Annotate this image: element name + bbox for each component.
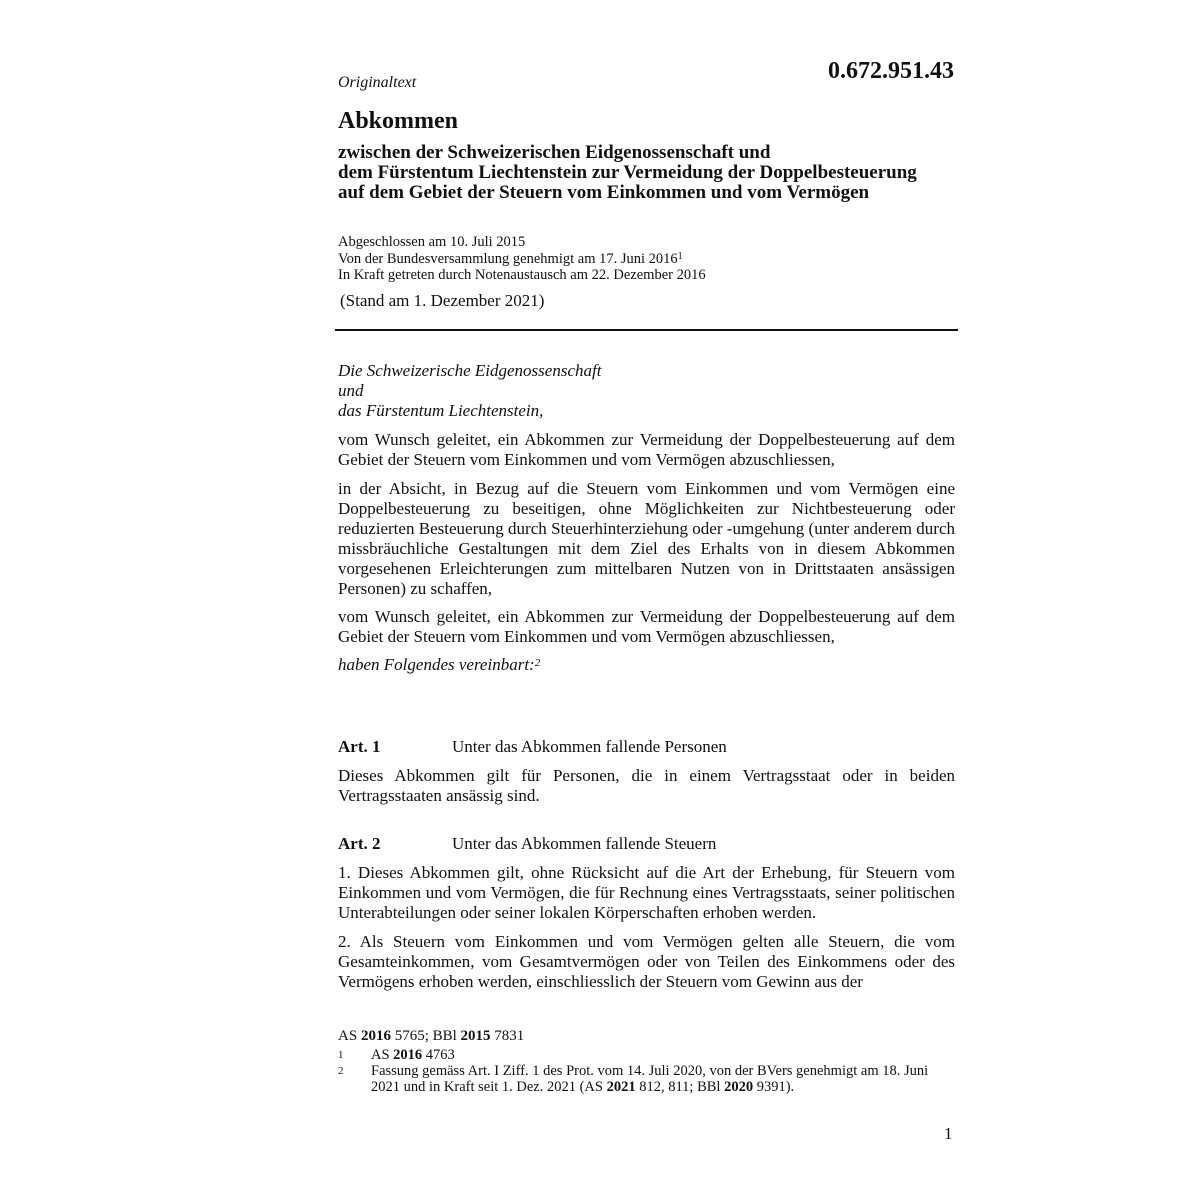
article-heading bbox=[338, 834, 716, 854]
preamble-parties bbox=[338, 361, 955, 421]
source-as-rest: 5765; BBl bbox=[390, 1028, 461, 1044]
in-force-date: In Kraft getreten durch Notenaustausch am 22. Dezember 2016 bbox=[338, 267, 706, 283]
document-subtitle bbox=[338, 143, 978, 203]
article-heading bbox=[338, 737, 727, 757]
source-bbl-year: 2015 bbox=[460, 1028, 491, 1044]
concluded-date: Abgeschlossen am 10. Juli 2015 bbox=[338, 234, 526, 250]
article-paragraph: 2. Als Steuern vom Einkommen und vom Vermögen gelten alle Steuern, die vom Gesamteinkommen, vom Gesamtvermögen oder von Teilen des Einkommens oder des Vermögens erhoben werden, einschliesslich der Steuern vom Gewinn aus der bbox=[338, 932, 955, 991]
footnote-as-label: AS bbox=[371, 1047, 394, 1063]
article-number: Art. 2 bbox=[338, 834, 381, 853]
subtitle-line: zwischen der Schweizerischen Eidgenossenschaft und bbox=[338, 142, 771, 163]
source-reference bbox=[338, 1028, 524, 1045]
article-title: Unter das Abkommen fallende Steuern bbox=[452, 834, 717, 853]
footnote-text bbox=[371, 1063, 956, 1095]
subtitle-line: dem Fürstentum Liechtenstein zur Vermeidung der Doppelbesteuerung bbox=[338, 162, 917, 183]
article-title: Unter das Abkommen fallende Personen bbox=[452, 737, 727, 756]
footnote-as-rest: 4763 bbox=[422, 1047, 455, 1063]
footnote-1 bbox=[338, 1047, 958, 1063]
footnote-part: 812, 811; BBl bbox=[635, 1079, 725, 1095]
footnote-part: Fassung gemäss Art. I Ziff. 1 des Prot. vom 14. Juli 2020, von der BVers genehmigt am 18. Juni 2021 und in Kraft seit 1. Dez. 2021 (AS bbox=[371, 1063, 929, 1095]
preamble-paragraph: in der Absicht, in Bezug auf die Steuern vom Einkommen und vom Vermögen eine Doppelbesteuerung zu beseitigen, ohne Möglichkeiten zur Nichtbesteuerung oder reduzierten Besteuerung durch Steuerhinterziehung oder -umgehung (unter anderem durch missbräuchliche Gestaltungen mit dem Ziel des Erhalts von in diesem Abkommen vorgesehenen Erleichterungen zum mittelbaren Nutzen von in Drittstaaten ansässigen Personen) zu schaffen, bbox=[338, 479, 955, 598]
source-as-label: AS bbox=[338, 1028, 361, 1044]
article-paragraph: 1. Dieses Abkommen gilt, ohne Rücksicht auf die Art der Erhebung, für Steuern vom Einkommen und vom Vermögen, die für Rechnung eines Vertragsstaats, seiner politischen Unterabteilungen oder seiner lokalen Körperschaften erhoben werden. bbox=[338, 863, 955, 922]
document-title: Abkommen bbox=[338, 108, 459, 134]
footnote-as-year: 2021 bbox=[606, 1079, 636, 1095]
footnote-text bbox=[371, 1047, 956, 1063]
page-number: 1 bbox=[944, 1124, 953, 1143]
originaltext-label: Originaltext bbox=[338, 74, 417, 91]
stand-date: (Stand am 1. Dezember 2021) bbox=[340, 291, 545, 310]
footnote-bbl-year: 2020 bbox=[724, 1079, 754, 1095]
subtitle-line: auf dem Gebiet der Steuern vom Einkommen und vom Vermögen bbox=[338, 182, 870, 203]
sr-number: 0.672.951.43 bbox=[828, 58, 954, 84]
footnote-as-year: 2016 bbox=[393, 1047, 423, 1063]
preamble-agreed bbox=[338, 655, 955, 675]
source-bbl-rest: 7831 bbox=[490, 1028, 525, 1044]
footnote-ref-2[interactable]: 2 bbox=[534, 657, 541, 669]
party-line: Die Schweizerische Eidgenossenschaft bbox=[338, 361, 602, 380]
footnote-2 bbox=[338, 1063, 958, 1095]
approved-date bbox=[338, 251, 958, 268]
party-line: das Fürstentum Liechtenstein, bbox=[338, 401, 544, 420]
article-paragraph: Dieses Abkommen gilt für Personen, die in einem Vertragsstaat oder in beiden Vertragsstaaten ansässig sind. bbox=[338, 766, 955, 805]
footnote-ref-1[interactable]: 1 bbox=[677, 250, 683, 262]
preamble-paragraph: vom Wunsch geleitet, ein Abkommen zur Vermeidung der Doppelbesteuerung auf dem Gebiet der Steuern vom Einkommen und vom Vermögen abzuschliessen, bbox=[338, 430, 955, 469]
footnote-number: 2 bbox=[338, 1065, 344, 1077]
approved-text: Von der Bundesversammlung genehmigt am 17. Juni 2016 bbox=[338, 250, 678, 267]
footnote-number: 1 bbox=[338, 1049, 344, 1061]
agreed-text: haben Folgendes vereinbart: bbox=[338, 655, 535, 674]
party-line: und bbox=[338, 381, 364, 400]
footnote-part: 9391). bbox=[753, 1079, 795, 1095]
header-divider bbox=[335, 329, 958, 331]
preamble-paragraph: vom Wunsch geleitet, ein Abkommen zur Vermeidung der Doppelbesteuerung auf dem Gebiet der Steuern vom Einkommen und vom Vermögen abzuschliessen, bbox=[338, 607, 955, 646]
article-number: Art. 1 bbox=[338, 737, 381, 756]
document-meta bbox=[338, 234, 958, 284]
source-as-year: 2016 bbox=[360, 1028, 391, 1044]
